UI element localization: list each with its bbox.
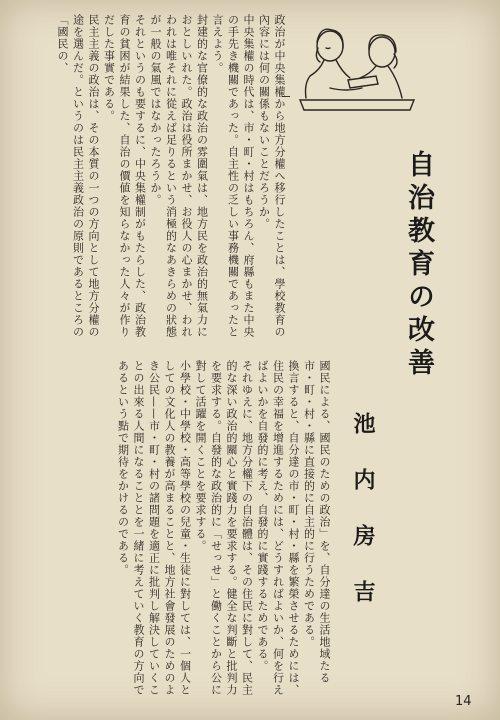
paragraph: それというのも要するに、中央集權制がもたらした、政治教育の貧困が結果した、自治の價値を知らなかった人々が作りだした事實である。 bbox=[102, 14, 147, 338]
paragraph: 政治が中央集權から地方分權へ移行したことは、學校教育の內容には何の關係もないことだろうか。 bbox=[257, 14, 286, 338]
bottom-text-block bbox=[22, 360, 332, 698]
page-number: 14 bbox=[455, 694, 472, 709]
author-name: 池内房吉 bbox=[350, 412, 376, 636]
two-girls-reading-illustration bbox=[290, 18, 420, 113]
paragraph: 民主主義の政治は、その本質の一つの方向として地方分權の途を選んだ。というのは民主主義政治の原則であるところの「國民の、 bbox=[56, 14, 100, 338]
paragraph: それゆえに、地方分權下の自治體は、その住民に對して、民主的な深い政治的關心と實踐力を要求する。健全な判斷と批判力を要求する。自發的な政治的に「せっせ」と働くことから公に對して活躍を開くことを要求する。 bbox=[194, 360, 254, 696]
paragraph: 換言すると、自分達の市・町・村・縣を繁榮させるためには、住民の幸福を增進するためには、どうすればよいか、何を行えばよいかを自發的に考え、自發的に實踐するためである。 bbox=[256, 360, 300, 696]
paragraph: 中央集權の時代は、市・町・村はもちろん、府縣もまた中央の手先き機關であった。自主性の乏しい事務機關であったと言えよう。 bbox=[211, 14, 255, 338]
paragraph: 國民による、國民のための政治」を、自分達の生活地域たる市・町・村・縣に直接的に自主的に行うためである。 bbox=[302, 360, 331, 684]
top-text-block bbox=[22, 14, 287, 346]
paragraph: 封建的な官僚的な政治の雰圍氣は、地方民を政治的無氣力におとしいれた。政治は役所まかせ、お役人の心まかせ、われわれは唯それに從えば足りるという消極的なあきらめの狀態が一般の氣風ではなかったろうか。 bbox=[149, 14, 209, 338]
article-title: 自治教育の改善 bbox=[403, 150, 434, 381]
paragraph: 小學校・中學校・高等學校の兒童・生徒に對しては、一個人としての文化人の教養が高まることと、地方社會發展のためのよき公民——市・町・村の諸問題を適正に批判し解決していくことの出來る人間になることとを一緒に考えていく教育の方向であるという點で期待をかけるのである。 bbox=[116, 360, 192, 696]
